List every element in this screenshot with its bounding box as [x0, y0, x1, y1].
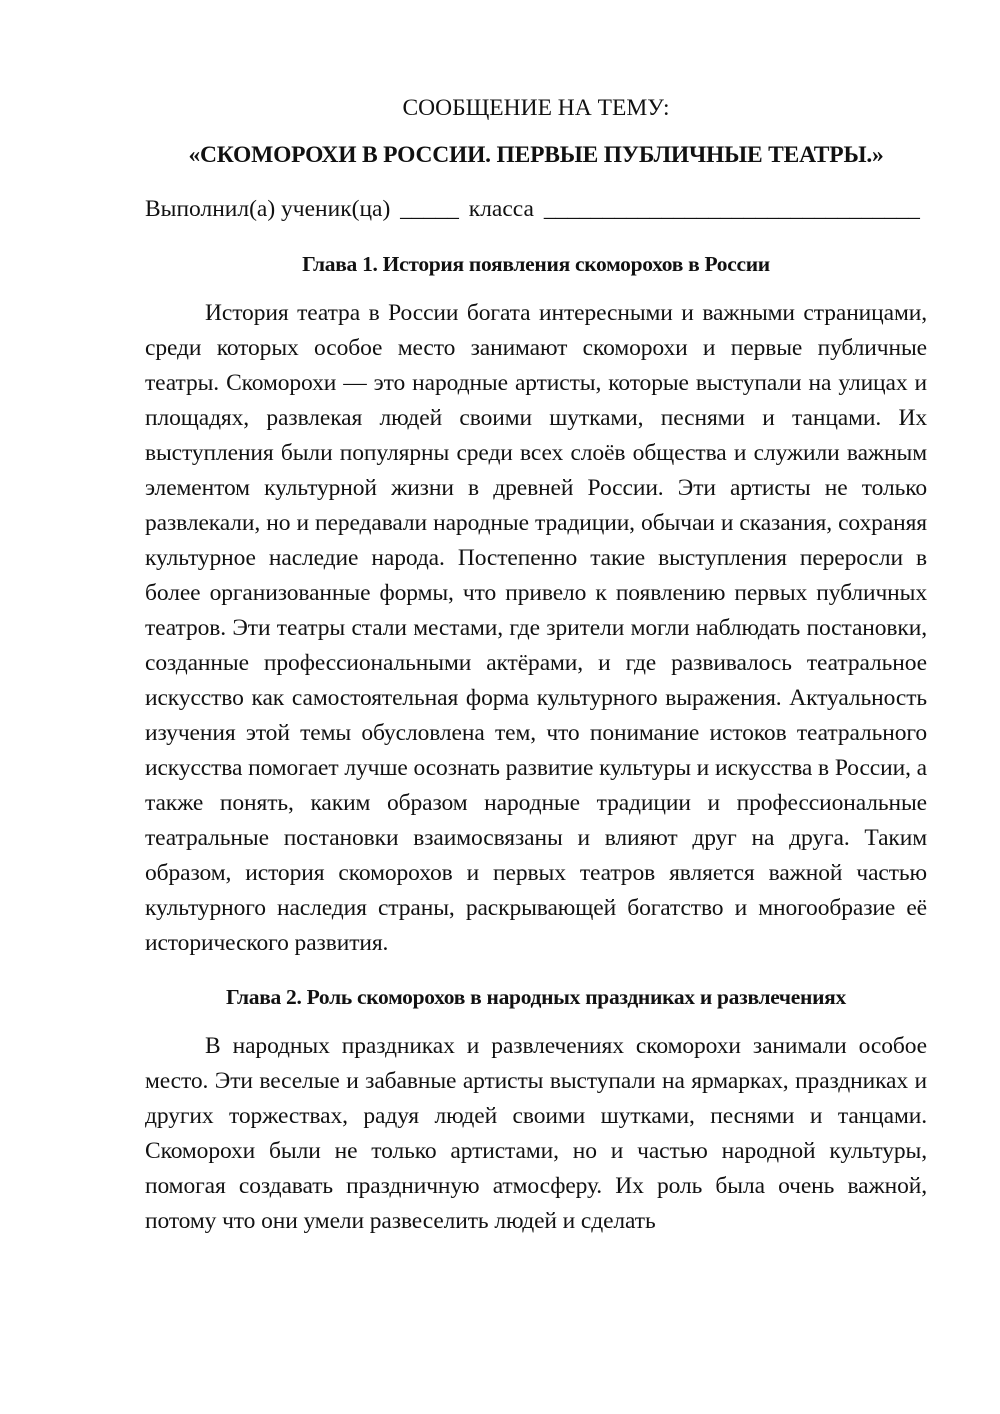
chapter-1-paragraph: История театра в России богата интересными и важными страницами, среди которых особое место занимают скоморохи и первые публичные театры. Скоморохи — это народные артисты, которые выступали на улицах и площадях, развлекая людей своими шутками, песнями и танцами. Их выступления были популярны среди всех слоёв общества и служили важным элементом культурной жизни в древней России. Эти артисты не только развлекали, но и передавали народные традиции, обычаи и сказания, сохраняя культурное наследие народа. Постепенно такие выступления переросли в более организованные формы, что привело к появлению первых публичных театров. Эти театры стали местами, где зрители могли наблюдать постановки, созданные профессиональными актёрами, и где развивалось театральное искусство как самостоятельная форма культурного выражения. Актуальность изучения этой темы обусловлена тем, что понимание истоков театрального искусства помогает лучше осознать развитие культуры и искусства в России, а также понять, каким образом народные традиции и профессиональные театральные постановки взаимосвязаны и влияют друг на друга. Таким образом, история скоморохов и первых театров является важной частью культурного наследия страны, раскрывающей богатство и многообразие её исторического развития.: [145, 300, 927, 956]
document-title: «СКОМОРОХИ В РОССИИ. ПЕРВЫЕ ПУБЛИЧНЫЕ ТЕАТРЫ.»: [188, 142, 884, 168]
author-prefix: Выполнил(а) ученик(ца): [145, 196, 391, 222]
chapter-2-heading: Глава 2. Роль скоморохов в народных праздниках и развлечениях: [226, 985, 846, 1009]
chapter-1-heading: Глава 1. История появления скоморохов в России: [302, 252, 770, 276]
author-blank-long: ________________________________: [543, 196, 920, 222]
author-line: [145, 192, 927, 226]
author-blank-short: _____: [400, 196, 459, 222]
document-title-topic: СООБЩЕНИЕ НА ТЕМУ:: [402, 95, 670, 121]
chapter-2-paragraph: В народных праздниках и развлечениях скоморохи занимали особое место. Эти веселые и забавные артисты выступали на ярмарках, праздниках и других торжествах, радуя людей своими шутками, песнями и танцами. Скоморохи были не только артистами, но и частью народной культуры, помогая создавать праздничную атмосферу. Их роль была очень важной, потому что они умели развеселить людей и сделать: [145, 1033, 927, 1234]
author-class-label: класса: [468, 196, 534, 222]
